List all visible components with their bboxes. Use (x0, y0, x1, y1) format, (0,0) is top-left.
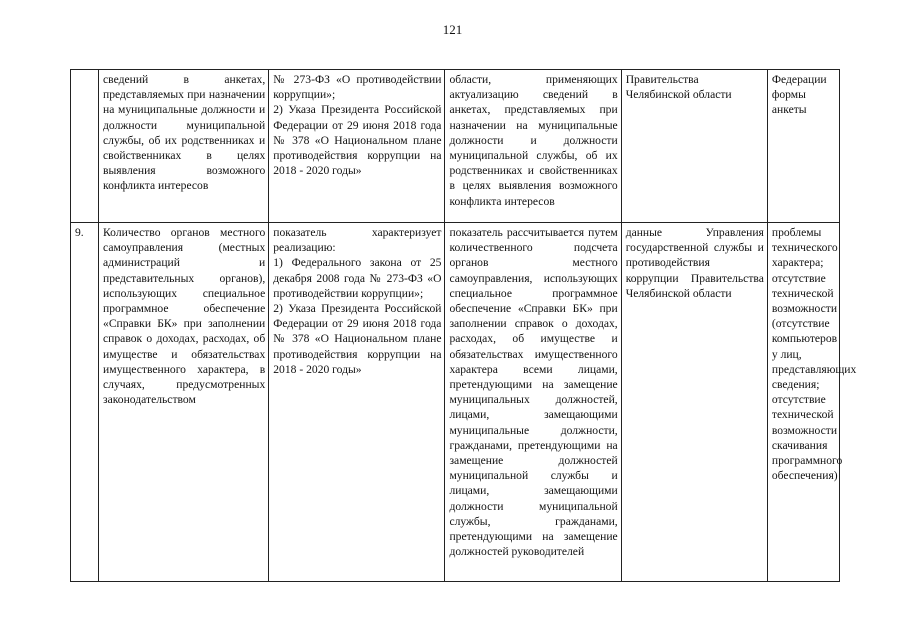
indicators-table (70, 69, 857, 582)
table-row (71, 70, 840, 223)
notes-cell (767, 70, 839, 223)
data-source: Правительства Челябинской области (625, 73, 732, 102)
calculation-method: области, применяющих актуализацию сведений в анкетах, представляемых при назначении на муниципальные должности и должности муниципальной службы, об их родственниках и свойственниках в целях выявления возможного конфликта интересов (449, 73, 618, 208)
calculation-method-cell (445, 70, 621, 223)
table-row (71, 223, 840, 582)
data-source: данные Управления государственной службы и противодействия коррупции Правительства Челябинской области (625, 226, 764, 300)
indicator-basis-cell (269, 223, 445, 582)
row-number-cell (71, 70, 99, 223)
data-source-cell (621, 223, 767, 582)
indicator-name: Количество органов местного самоуправления (местных администраций и представительных органов), использующих специальное программное обеспечение «Справки БК» при заполнении справок о доходах, расходах, об имуществе и обязательствах имущественного характера, в случаях, предусмотренных законодательством (103, 226, 266, 407)
notes-cell (767, 223, 857, 582)
indicator-name: сведений в анкетах, представляемых при назначении на муниципальные должности и должности муниципальной службы, об их родственниках и свойственниках в целях выявления возможного конфликта интересов (103, 73, 266, 193)
notes: Федерации формы анкеты (771, 73, 827, 117)
calculation-method: показатель рассчитывается путем количественного подсчета органов местного самоуправления, использующих специальное программное обеспечение «Справки БК» при заполнении справок о доходах, расходах, об имуществе и обязательствах имущественного характера всеми лицами, претендующими на замещение муниципальных должностей, лицами, замещающими муниципальные должности, гражданами, претендующими на замещение должностей муниципальной службы и лицами, замещающими должности муниципальной службы, гражданами, претендующими на замещение должностей руководителей (449, 226, 618, 559)
data-source-cell (621, 70, 767, 223)
row-number: 9. (75, 226, 84, 239)
indicator-name-cell (99, 70, 269, 223)
calculation-method-cell (445, 223, 621, 582)
indicator-basis: показатель характеризует реализацию: 1) Федерального закона от 25 декабря 2008 года № 273-ФЗ «О противодействии коррупции»; 2) Указа Президента Российской Федерации от 29 июня 2018 года № 378 «О Национальном плане противодействия коррупции на 2018 - 2020 годы» (273, 226, 442, 376)
row-number-cell (71, 223, 99, 582)
indicator-basis-cell (269, 70, 445, 223)
indicator-name-cell (99, 223, 269, 582)
page-number: 121 (442, 22, 463, 37)
indicator-basis: № 273-ФЗ «О противодействии коррупции»; 2) Указа Президента Российской Федерации от 29 июня 2018 года № 378 «О Национальном плане противодействия коррупции на 2018 - 2020 годы» (273, 73, 442, 178)
notes: проблемы технического характера; отсутствие технической возможности (отсутствие компьютеров у лиц, представляющих сведения; отсутствие технической возможности скачивания программного обеспечения) (771, 226, 857, 483)
